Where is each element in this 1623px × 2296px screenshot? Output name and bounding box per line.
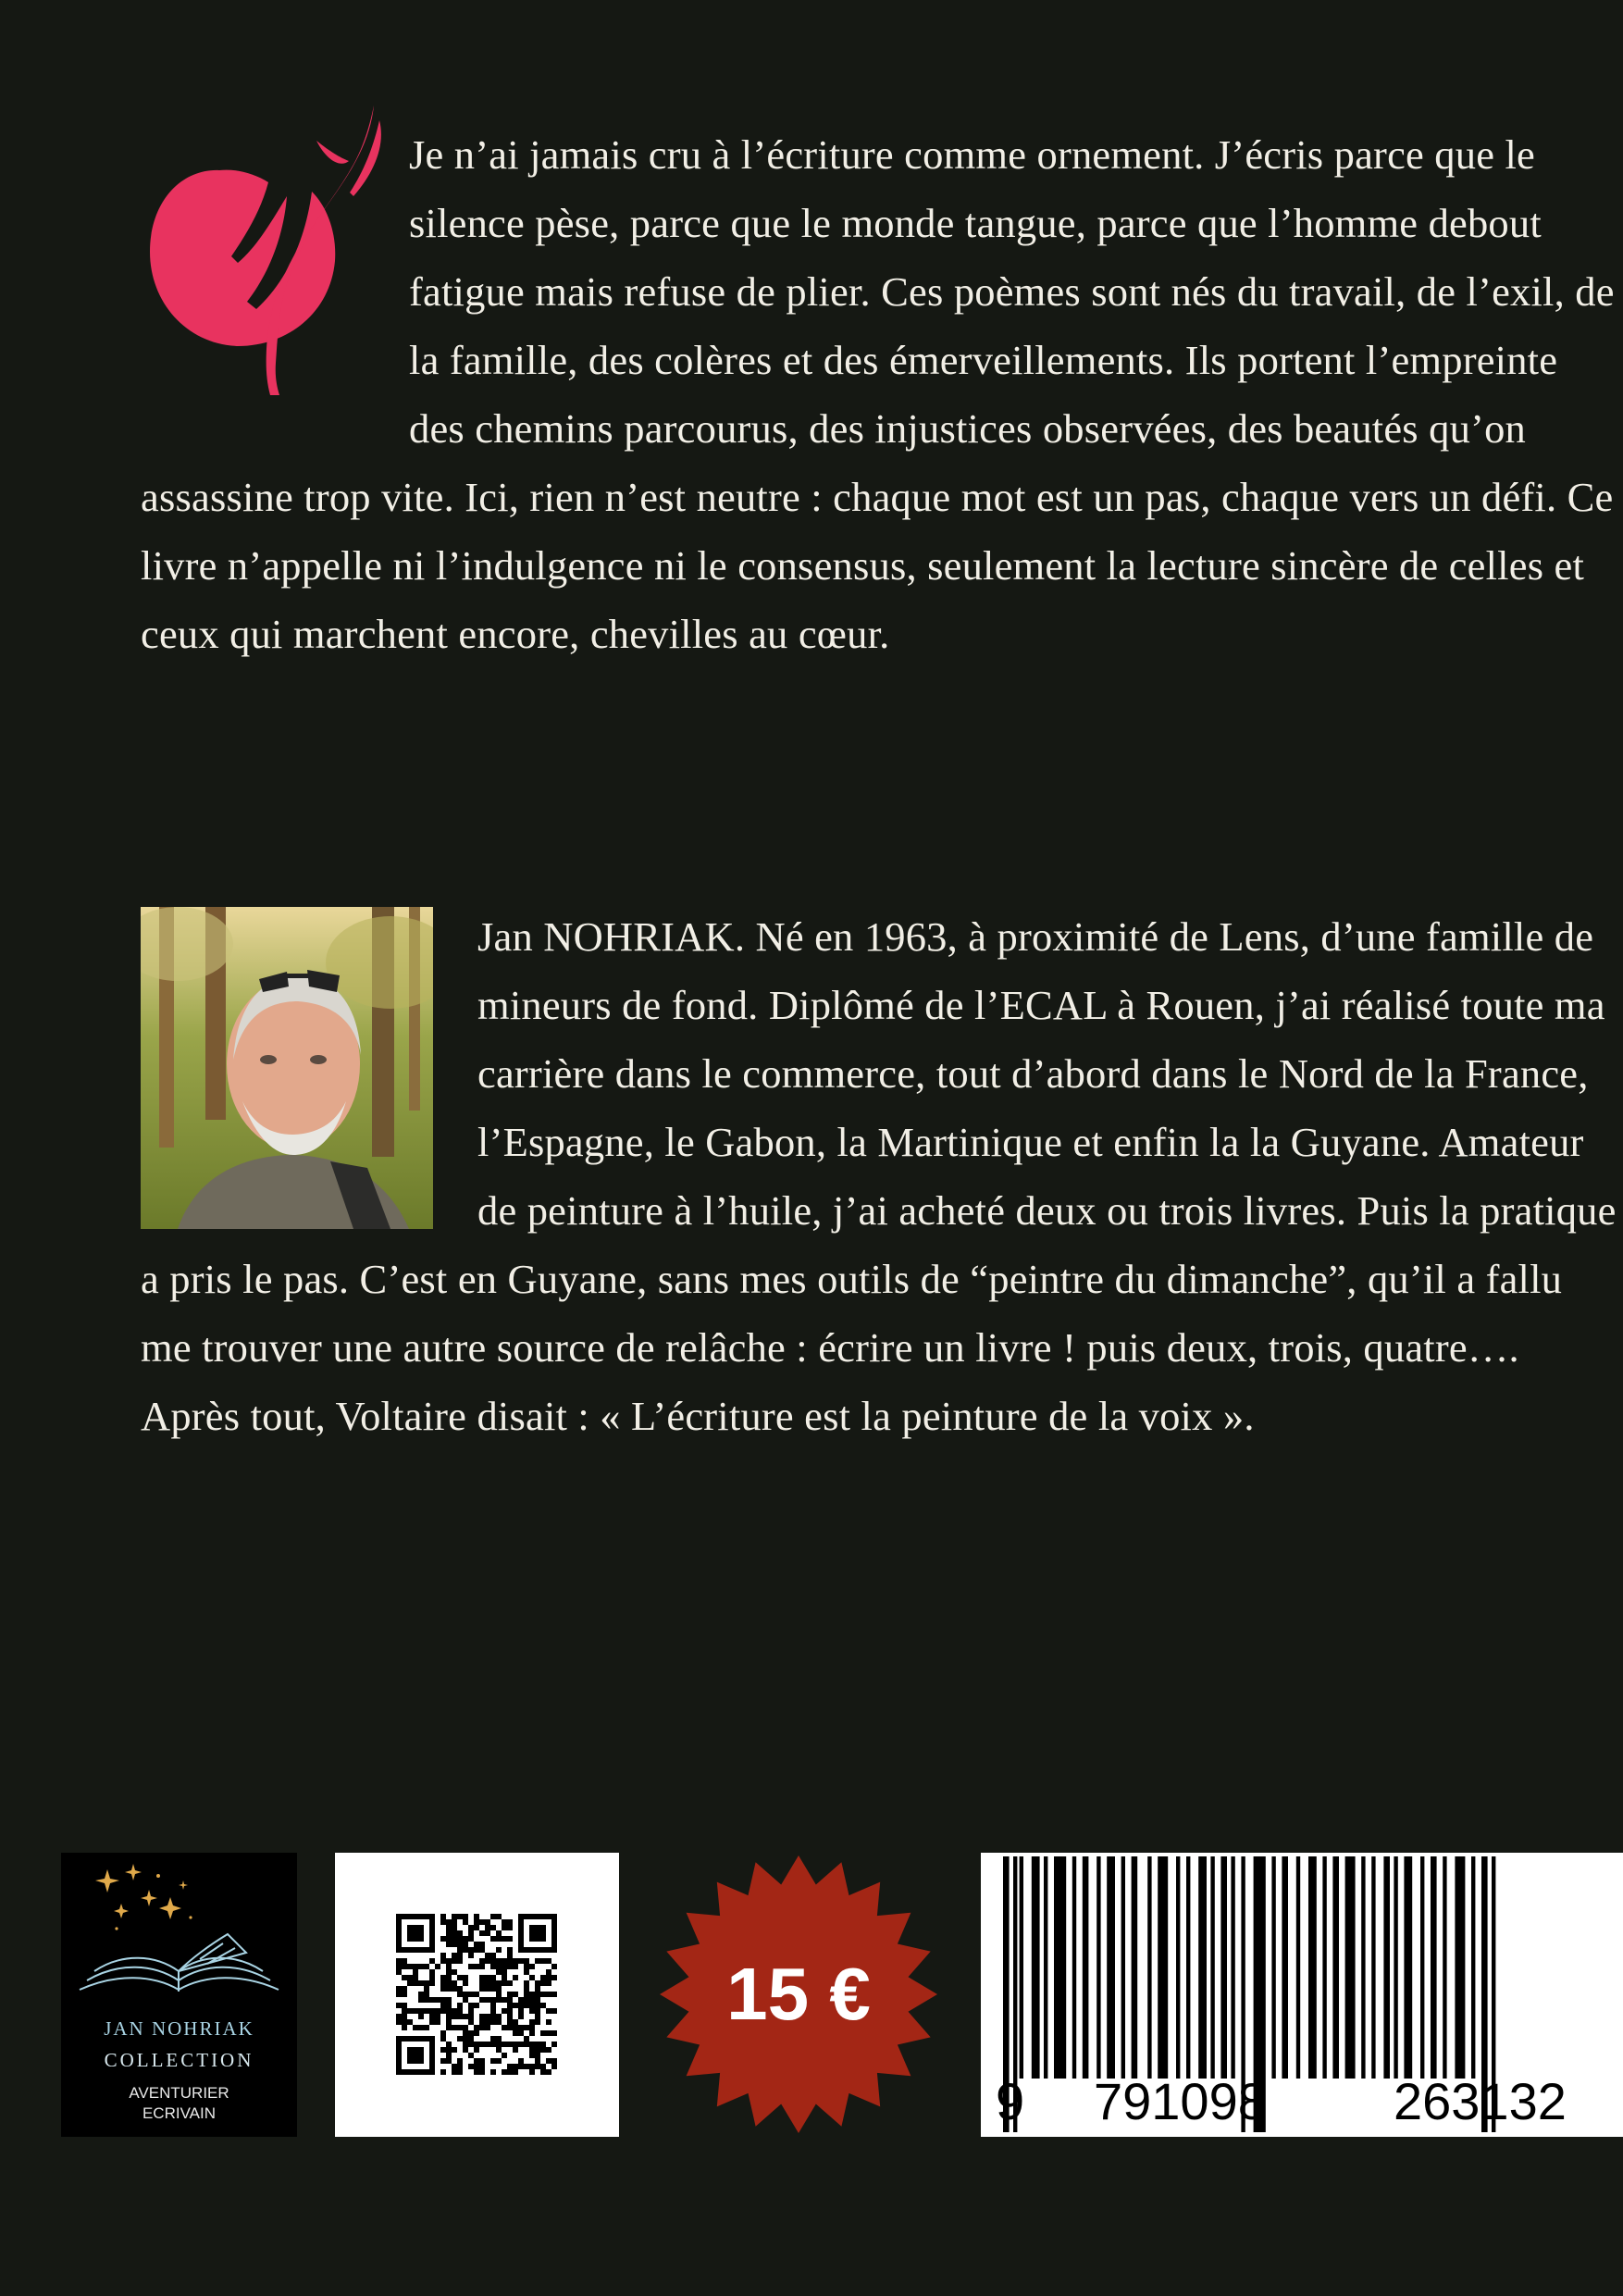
- barcode-digit-first: 9: [996, 2072, 1025, 2130]
- qr-code-icon: [335, 1853, 619, 2137]
- barcode-bar: [1471, 1856, 1475, 2079]
- barcode-bar: [1096, 1856, 1100, 2079]
- barcode-digit-group-1: 791098: [1094, 2072, 1267, 2130]
- publisher-logo: [61, 1853, 297, 2137]
- barcode-bar: [1332, 1856, 1339, 2079]
- barcode-bar: [1231, 1856, 1234, 2079]
- barcode-bar: [1132, 1856, 1138, 2079]
- barcode-bar: [1020, 1856, 1023, 2079]
- barcode-bar: [1186, 1856, 1190, 2079]
- barcode-bar: [1121, 1856, 1125, 2079]
- qr-code[interactable]: [335, 1853, 619, 2137]
- quill-feather-icon: [131, 104, 409, 395]
- price-badge: [655, 1851, 942, 2138]
- open-book-stars-icon: [61, 1853, 297, 2010]
- barcode-bar: [1455, 1856, 1465, 2079]
- bio-text: Jan NOHRIAK. Né en 1963, à proximité de Lens, d’une famille de mineurs de fond. Diplômé de l’ECAL à Rouen, j’ai réalisé toute ma carrière dans le commerce, tout d’abord dans le Nord de la France, l’Espagne, le Gabon, la Martinique et enfin la la Guyane. Amateur de peinture à l’huile, j’ai acheté deux ou trois livres. Puis la pratique a pris le pas. C’est en Guyane, sans mes outils de “peintre du dimanche”, qu’il a fallu me trouver une autre source de relâche : écrire un livre ! puis deux, trois, quatre…. Après tout, Voltaire disait : « L’écriture est la peinture de la voix ».: [141, 913, 1617, 1439]
- barcode-bar: [1431, 1856, 1437, 2079]
- barcode-bar: [1072, 1856, 1076, 2079]
- barcode-bar: [1083, 1856, 1089, 2079]
- author-bio: [141, 902, 1621, 1450]
- barcode-bar: [1271, 1856, 1275, 2079]
- author-portrait: [141, 907, 433, 1229]
- barcode-bar: [1282, 1856, 1288, 2079]
- logo-line-3: AVENTURIER: [129, 2084, 229, 2102]
- barcode-bar: [1044, 1856, 1047, 2079]
- barcode-bar: [1176, 1856, 1180, 2079]
- back-cover-blurb: [141, 120, 1621, 668]
- barcode-bar: [1383, 1856, 1390, 2079]
- barcode-bar: [1345, 1856, 1356, 2079]
- barcode-bar: [1296, 1856, 1300, 2079]
- barcode-bar: [1147, 1856, 1151, 2079]
- isbn-barcode: [981, 1853, 1623, 2137]
- price-label: 15 €: [726, 1953, 871, 2035]
- barcode-bar: [1394, 1856, 1397, 2079]
- barcode-bar: [1107, 1856, 1115, 2079]
- barcode-bar: [1361, 1856, 1365, 2079]
- barcode-bar: [1054, 1856, 1066, 2079]
- barcode-bar: [1322, 1856, 1326, 2079]
- logo-line-1: JAN NOHRIAK: [104, 2017, 254, 2040]
- logo-line-2: COLLECTION: [104, 2049, 254, 2071]
- barcode-bar: [1371, 1856, 1375, 2079]
- barcode-digit-group-2: 263132: [1394, 2072, 1567, 2130]
- barcode-bar: [1198, 1856, 1207, 2079]
- barcode-bar: [1220, 1856, 1227, 2079]
- barcode-bar: [1032, 1856, 1040, 2079]
- barcode-bar: [1443, 1856, 1446, 2079]
- logo-line-4: ECRIVAIN: [142, 2104, 217, 2122]
- barcode-bar: [1158, 1856, 1168, 2079]
- barcode-bar: [1420, 1856, 1424, 2079]
- barcode-bar: [1210, 1856, 1214, 2079]
- blurb-text: Je n’ai jamais cru à l’écriture comme ornement. J’écris parce que le silence pèse, parce que le monde tangue, parce que l’homme debout fatigue mais refuse de plier. Ces poèmes sont nés du travail, de l’exil, de la famille, des colères et des émerveillements. Ils portent l’empreinte des chemins parcourus, des injustices observées, des beautés qu’on assassine trop vite. Ici, rien n’est neutre : chaque mot est un pas, chaque vers un défi. Ce livre n’appelle ni l’indulgence ni le consensus, seulement la lecture sincère de celles et ceux qui marchent encore, chevilles au cœur.: [141, 131, 1615, 657]
- barcode-bar: [1404, 1856, 1412, 2079]
- barcode-bar: [1308, 1856, 1317, 2079]
